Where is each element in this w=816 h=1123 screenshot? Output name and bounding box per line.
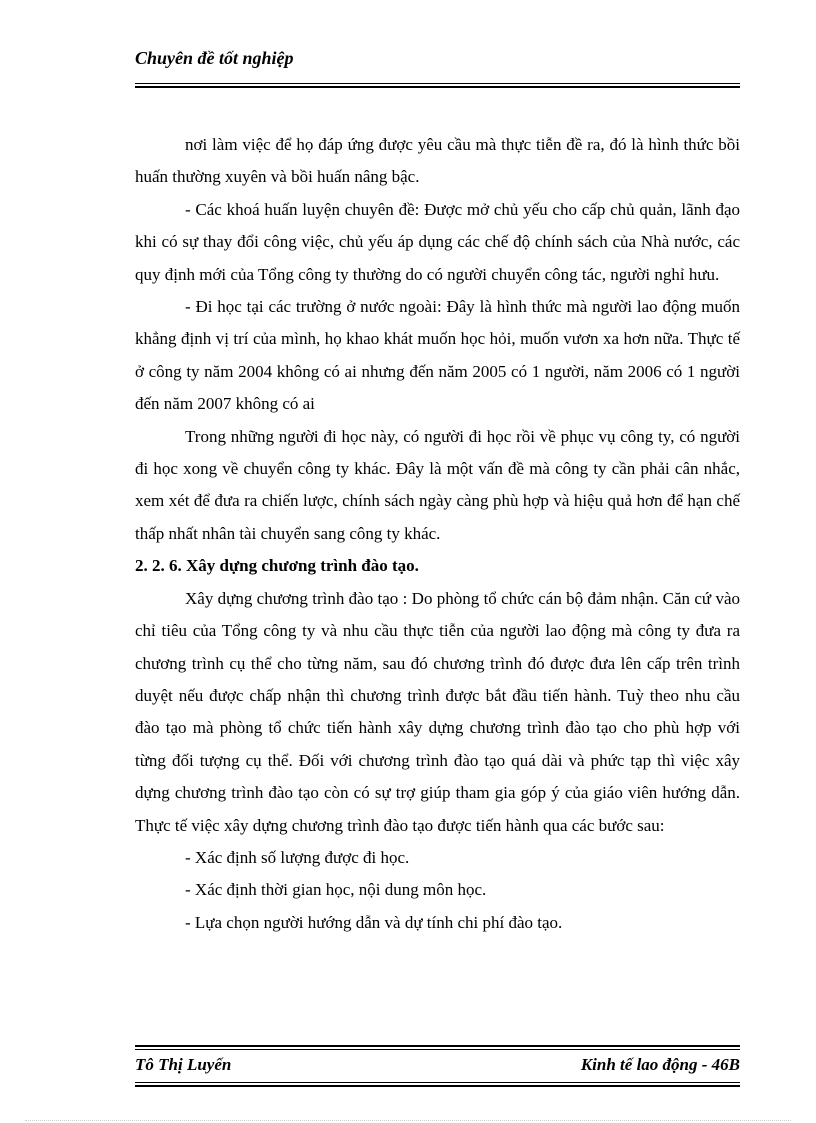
footer-rule-thin <box>135 1049 740 1050</box>
header-rule-thick <box>135 86 740 88</box>
step-item: - Xác định số lượng được đi học. <box>185 847 410 867</box>
page-header-title: Chuyên đề tốt nghiệp <box>135 48 294 68</box>
footer-class: Kinh tế lao động - 46B <box>580 1055 740 1074</box>
step-item: - Xác định thời gian học, nội dung môn học. <box>185 880 487 900</box>
footer-rule-thick-bottom <box>135 1085 740 1087</box>
body-paragraph: - Đi học tại các trường ở nước ngoài: Đây là hình thức mà người lao động muốn khẳng định vị trí của mình, họ khao khát muốn học hỏi, muốn vươn xa hơn nữa. Thực tế ở công ty năm 2004 không có ai nhưng đến năm 2005 có 1 người, năm 2006 có 1 người đến năm 2007 không có ai <box>135 297 740 414</box>
step-item: - Lựa chọn người hướng dẫn và dự tính chi phí đào tạo. <box>185 912 563 932</box>
body-paragraph: - Các khoá huấn luyện chuyên đề: Được mở chủ yếu cho cấp chủ quản, lãnh đạo khi có sự thay đổi công việc, chủ yếu áp dụng các chế độ chính sách của Nhà nước, các quy định mới của Tổng công ty thường do có người chuyển công tác, người nghỉ hưu. <box>135 199 740 284</box>
footer-rule-thick <box>135 1045 740 1047</box>
body-paragraph: nơi làm việc để họ đáp ứng được yêu cầu mà thực tiễn đề ra, đó là hình thức bồi huấn thường xuyên và bồi huấn nâng bậc. <box>135 135 740 187</box>
header-rule-thin <box>135 83 740 84</box>
footer-rule-thin-bottom <box>135 1082 740 1083</box>
section-paragraph: Xây dựng chương trình đào tạo : Do phòng tổ chức cán bộ đảm nhận. Căn cứ vào chỉ tiêu của Tổng công ty và nhu cầu thực tiễn của người lao động mà công ty đưa ra chương trình cụ thể cho từng năm, sau đó chương trình đó được đưa lên cấp trên trình duyệt nếu được chấp nhận thì chương trình được bắt đầu tiến hành. Tuỳ theo nhu cầu đào tạo mà phòng tổ chức tiến hành xây dựng chương trình đào tạo cho phù hợp với từng đối tượng cụ thể. Đối với chương trình đào tạo quá dài và phức tạp thì việc xây dựng chương trình đào tạo còn có sự trợ giúp tham gia góp ý của giáo viên hướng dẫn. Thực tế việc xây dựng chương trình đào tạo được tiến hành qua các bước sau: <box>135 588 740 835</box>
footer-author: Tô Thị Luyến <box>135 1055 232 1074</box>
section-heading: 2. 2. 6. Xây dựng chương trình đào tạo. <box>135 556 419 576</box>
page-edge-dotted <box>25 1120 791 1121</box>
document-body <box>135 129 740 939</box>
body-paragraph: Trong những người đi học này, có người đi học rồi về phục vụ công ty, có người đi học xong về chuyển công ty khác. Đây là một vấn đề mà công ty cần phải cân nhắc, xem xét để đưa ra chiến lược, chính sách ngày càng phù hợp và hiệu quả hơn để hạn chế thấp nhất nhân tài chuyển sang công ty khác. <box>135 426 740 543</box>
